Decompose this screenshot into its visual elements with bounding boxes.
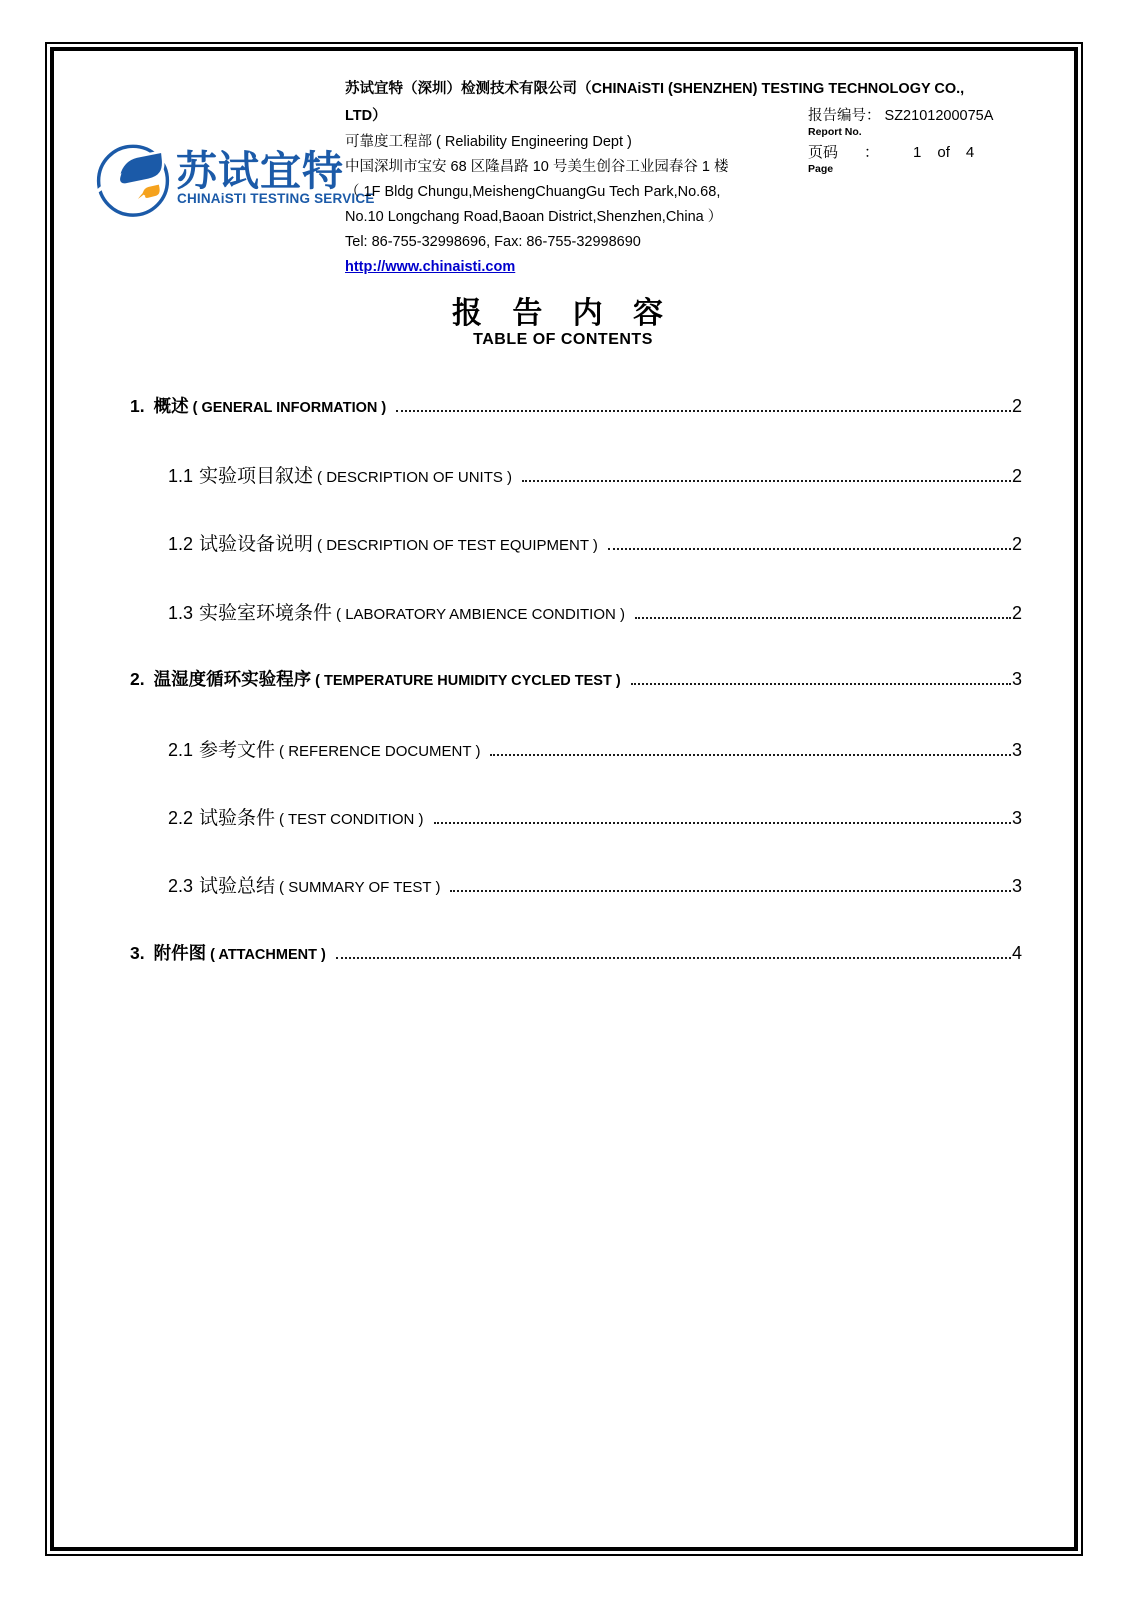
toc-page-number: 2 bbox=[1011, 534, 1022, 554]
toc-number: 2.3 bbox=[168, 876, 194, 896]
page-total: 4 bbox=[965, 144, 975, 161]
toc-label-zh: 实验项目叙述 bbox=[199, 466, 314, 487]
toc-number: 2. bbox=[130, 669, 145, 689]
toc-row[interactable] bbox=[168, 871, 1022, 899]
dot-leader bbox=[490, 754, 1011, 756]
dot-leader bbox=[450, 890, 1011, 892]
dot-leader bbox=[522, 480, 1011, 482]
toc-number: 1.1 bbox=[168, 466, 194, 486]
page-label-en: Page bbox=[808, 163, 834, 175]
dot-leader bbox=[608, 548, 1011, 550]
dot-leader bbox=[635, 617, 1011, 619]
toc-number: 2.2 bbox=[168, 808, 194, 828]
page-number: 1 bbox=[913, 144, 922, 161]
toc-row[interactable] bbox=[168, 803, 1022, 831]
toc-label-zh: 附件图 bbox=[153, 943, 207, 963]
toc-row[interactable] bbox=[130, 940, 1022, 968]
toc-page-number: 4 bbox=[1011, 943, 1022, 963]
tel-fax-line: Tel: 86-755-32998696, Fax: 86-755-32998690 bbox=[345, 234, 641, 250]
toc-number: 1. bbox=[130, 396, 145, 416]
toc-number: 2.1 bbox=[168, 740, 194, 760]
toc-label-en: ( SUMMARY OF TEST ) bbox=[279, 879, 441, 896]
toc-row[interactable] bbox=[168, 529, 1022, 557]
website-link[interactable]: http://www.chinaisti.com bbox=[345, 259, 516, 275]
toc-label-en: ( REFERENCE DOCUMENT ) bbox=[279, 743, 481, 760]
toc-label-en: ( TEST CONDITION ) bbox=[279, 811, 424, 828]
page-of: of bbox=[937, 144, 950, 161]
address-zh: 中国深圳市宝安 68 区隆昌路 10 号美生创谷工业园春谷 1 楼 bbox=[345, 159, 729, 175]
page-title-zh: 报 告 内 容 bbox=[451, 297, 674, 330]
logo-name-zh: 苏试宜特 bbox=[176, 148, 344, 194]
toc-label-en: ( LABORATORY AMBIENCE CONDITION ) bbox=[336, 606, 625, 623]
toc-label-en: ( DESCRIPTION OF TEST EQUIPMENT ) bbox=[317, 537, 598, 554]
toc-number: 1.2 bbox=[168, 534, 194, 554]
toc-label-zh: 概述 bbox=[153, 396, 189, 416]
toc-page-number: 2 bbox=[1011, 603, 1022, 623]
address-en-line1: （ 1F Bldg Chungu,MeishengChuangGu Tech Park,No.68, bbox=[345, 184, 721, 200]
toc-label-en: ( ATTACHMENT ) bbox=[210, 947, 326, 963]
toc-page-number: 2 bbox=[1011, 466, 1022, 486]
page-title-en: TABLE OF CONTENTS bbox=[473, 331, 653, 348]
report-no-label-zh: 报告编号： bbox=[808, 108, 881, 124]
company-name-line2: LTD） bbox=[345, 108, 387, 124]
toc-label-zh: 试验条件 bbox=[199, 808, 276, 829]
toc-page-number: 3 bbox=[1011, 876, 1022, 896]
company-logo bbox=[90, 136, 375, 236]
address-en-line2: No.10 Longchang Road,Baoan District,Shenzhen,China ） bbox=[345, 209, 723, 225]
toc-label-zh: 实验室环境条件 bbox=[199, 603, 333, 624]
toc-page-number: 2 bbox=[1011, 396, 1022, 416]
company-name-line1: 苏试宜特（深圳）检测技术有限公司（CHINAiSTI (SHENZHEN) TESTING TECHNOLOGY CO., bbox=[345, 81, 965, 97]
toc-label-en: ( GENERAL INFORMATION ) bbox=[192, 400, 387, 416]
toc-label-zh: 温湿度循环实验程序 bbox=[153, 669, 312, 689]
dot-leader bbox=[336, 957, 1011, 959]
logo-name-en: CHINAiSTI TESTING SERVICE bbox=[177, 191, 375, 206]
department-line: 可靠度工程部 ( Reliability Engineering Dept ) bbox=[345, 134, 632, 150]
toc-label-en: ( TEMPERATURE HUMIDITY CYCLED TEST ) bbox=[315, 673, 621, 689]
page-label-zh: 页码 bbox=[808, 144, 839, 161]
dot-leader bbox=[396, 410, 1011, 412]
toc-label-zh: 试验总结 bbox=[199, 876, 276, 897]
toc-number: 3. bbox=[130, 943, 145, 963]
toc-row[interactable] bbox=[168, 735, 1022, 763]
report-info-block bbox=[808, 104, 1038, 175]
toc-row[interactable] bbox=[130, 666, 1022, 694]
report-no-label-en: Report No. bbox=[808, 126, 862, 138]
toc-page-number: 3 bbox=[1011, 740, 1022, 760]
toc-page-number: 3 bbox=[1011, 808, 1022, 828]
toc-number: 1.3 bbox=[168, 603, 194, 623]
toc-label-zh: 参考文件 bbox=[199, 740, 276, 761]
toc-label-zh: 试验设备说明 bbox=[199, 534, 314, 555]
toc-row[interactable] bbox=[168, 598, 1022, 626]
report-no-value: SZ2101200075A bbox=[884, 108, 994, 124]
page-colon: ： bbox=[864, 144, 880, 161]
dot-leader bbox=[631, 683, 1011, 685]
toc-page-number: 3 bbox=[1011, 669, 1022, 689]
toc-label-en: ( DESCRIPTION OF UNITS ) bbox=[317, 469, 513, 486]
toc-row[interactable] bbox=[130, 393, 1022, 421]
dot-leader bbox=[434, 822, 1011, 824]
toc-row[interactable] bbox=[168, 461, 1022, 489]
